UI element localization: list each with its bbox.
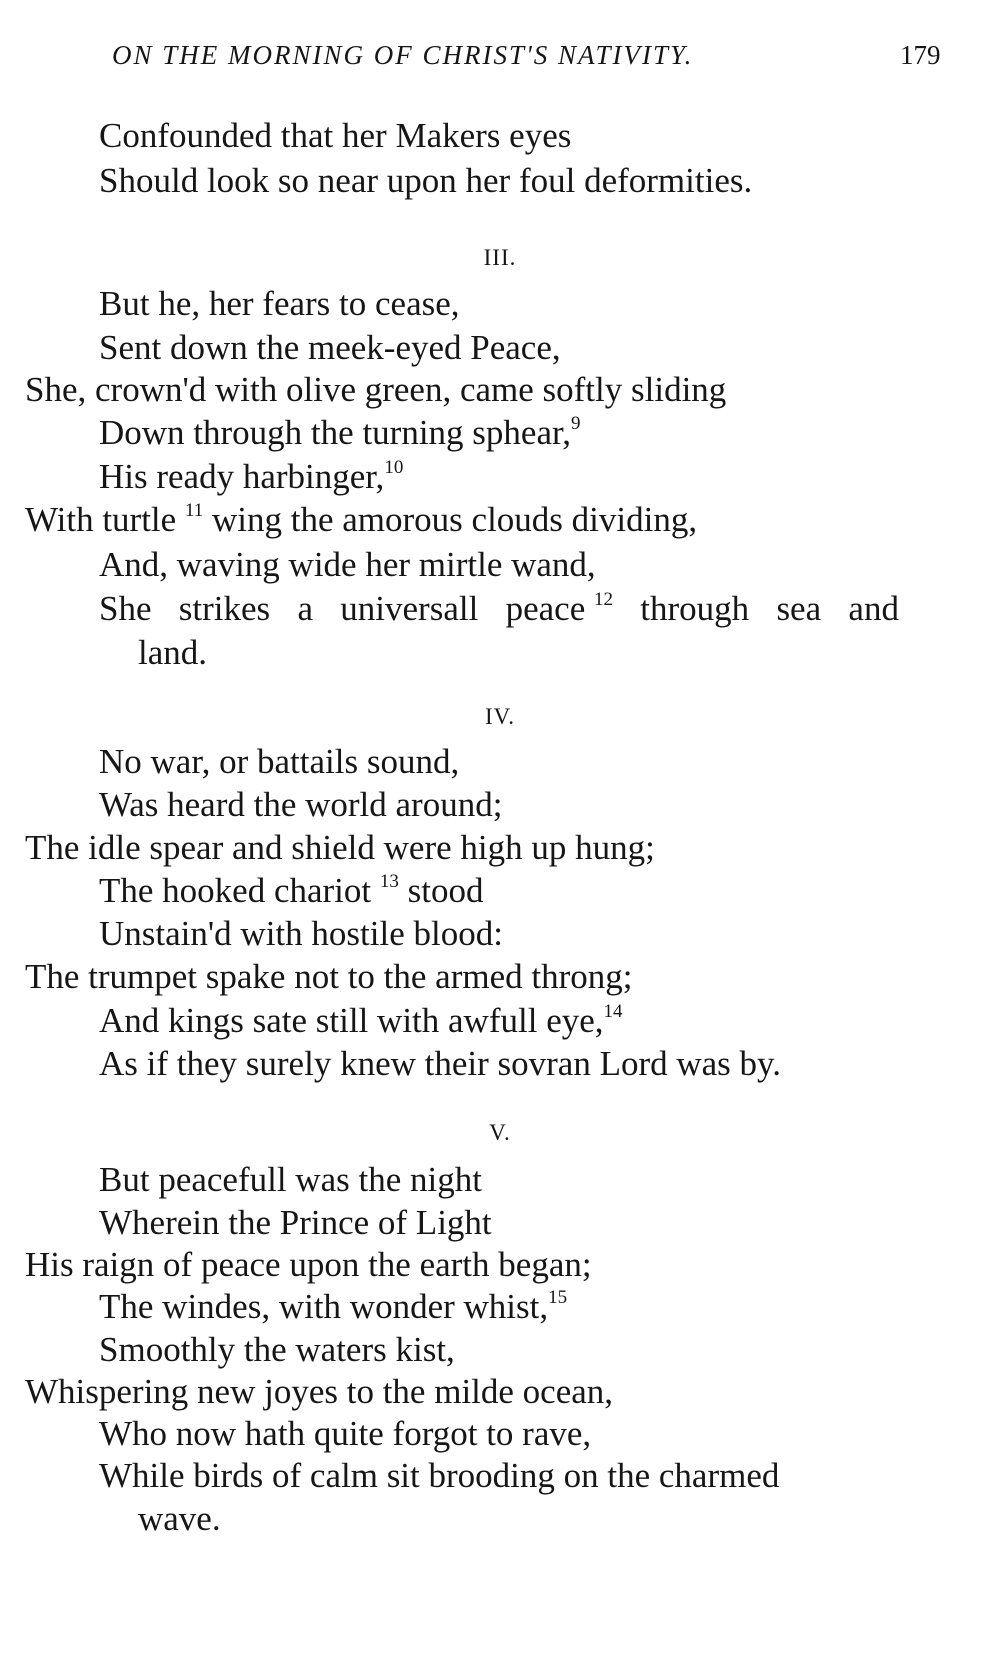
verse-line <box>99 1285 567 1329</box>
verse-line: As if they surely knew their sovran Lord was by. <box>99 1044 782 1083</box>
verse-line: But he, her fears to cease, <box>99 284 460 323</box>
verse-line: Whispering new joyes to the milde ocean, <box>25 1372 614 1411</box>
stanza-number: IV. <box>484 704 516 729</box>
verse-line: land. <box>138 633 208 672</box>
verse-word: and <box>848 589 899 628</box>
footnote-ref: 14 <box>603 1001 623 1022</box>
verse-word: sea <box>776 589 822 628</box>
verse-line <box>99 411 581 455</box>
footnote-ref: 9 <box>571 413 581 434</box>
verse-text: The hooked chariot <box>99 871 372 910</box>
verse-line: And, waving wide her mirtle wand, <box>99 545 596 584</box>
verse-line: No war, or battails sound, <box>99 742 460 781</box>
footnote-ref: 11 <box>184 500 204 521</box>
verse-line: The trumpet spake not to the armed throng; <box>25 957 633 996</box>
footnote-ref: 13 <box>379 871 399 892</box>
verse-text: peace <box>505 589 586 628</box>
verse-text: And kings sate still with awfull eye, <box>99 1001 604 1040</box>
verse-line: Smoothly the waters kist, <box>99 1330 455 1369</box>
footnote-ref: 10 <box>384 457 404 478</box>
verse-text: The windes, with wonder whist, <box>99 1287 549 1326</box>
verse-line: His raign of peace upon the earth began; <box>25 1245 592 1284</box>
verse-text: wing the amorous clouds dividing, <box>203 500 698 539</box>
verse-line <box>25 498 697 542</box>
verse-line: Wherein the Prince of Light <box>99 1203 492 1242</box>
verse-line <box>99 999 623 1043</box>
verse-text: Down through the turning sphear, <box>99 413 571 452</box>
verse-line: Sent down the meek-eyed Peace, <box>99 328 561 367</box>
verse-line: Was heard the world around; <box>99 785 503 824</box>
verse-line <box>99 587 899 631</box>
verse-line <box>99 869 483 913</box>
verse-text: With turtle <box>25 500 177 539</box>
running-title: ON THE MORNING OF CHRIST'S NATIVITY. <box>112 40 694 70</box>
footnote-ref: 15 <box>548 1287 568 1308</box>
verse-line: Unstain'd with hostile blood: <box>99 914 503 953</box>
verse-word: strikes <box>178 589 271 628</box>
page-number: 179 <box>900 40 941 70</box>
verse-line: While birds of calm sit brooding on the charmed <box>99 1456 780 1495</box>
verse-line: She, crown'd with olive green, came softly sliding <box>25 370 727 409</box>
verse-line <box>99 455 403 499</box>
verse-line: Should look so near upon her foul deformities. <box>99 161 753 200</box>
verse-line: Who now hath quite forgot to rave, <box>99 1414 592 1453</box>
stanza-number: III. <box>483 245 517 270</box>
verse-word: a <box>297 589 313 628</box>
verse-word: through <box>640 589 750 628</box>
verse-text: His ready harbinger, <box>99 457 385 496</box>
verse-line: wave. <box>138 1499 221 1538</box>
verse-line: Confounded that her Makers eyes <box>99 116 572 155</box>
page-header <box>0 40 1000 80</box>
verse-line: The idle spear and shield were high up hung; <box>25 828 655 867</box>
verse-text: stood <box>398 871 484 910</box>
verse-word <box>506 587 613 631</box>
verse-word: She <box>99 589 152 628</box>
verse-line: But peacefull was the night <box>99 1160 482 1199</box>
stanza-number: V. <box>489 1120 511 1145</box>
verse-word: universall <box>340 589 479 628</box>
footnote-ref: 12 <box>593 589 613 610</box>
